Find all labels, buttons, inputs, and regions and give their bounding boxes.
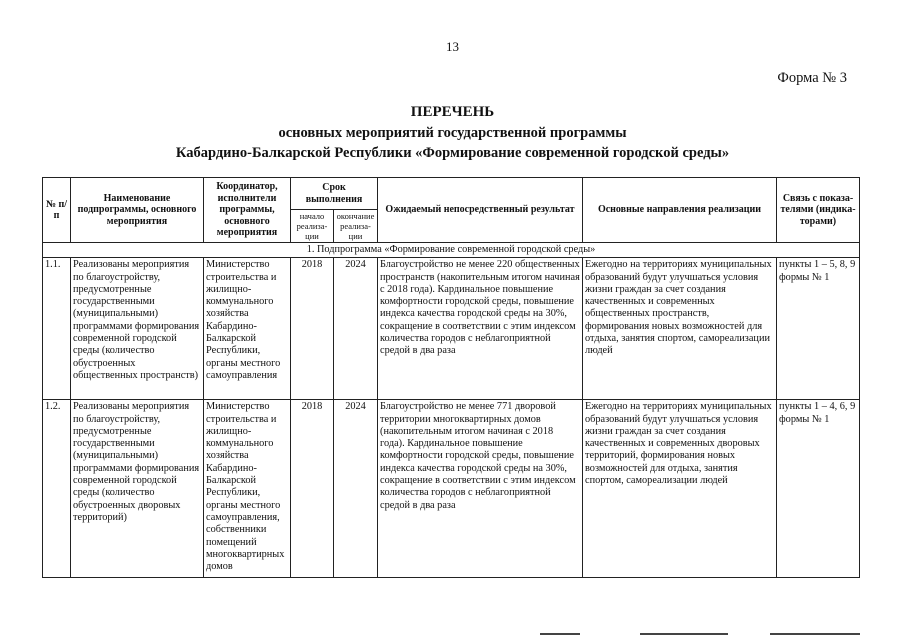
document-subtitle-line-1: основных мероприятий государственной программы [278,125,627,141]
col-header-num: № п/п [43,178,71,243]
row-num: 1.1. [43,258,71,400]
section-row: 1. Подпрограмма «Формирование современной городской среды» [43,243,860,258]
document-subtitle-line-2: Кабардино-Балкарской Республики «Формирование современной городской среды» [175,145,730,161]
scan-mark [640,633,728,635]
form-label: Форма № 3 [777,70,847,86]
table-row [43,400,860,578]
row-result: Благоустройство не менее 771 дворовой территории многоквартирных домов (накопительным итогом начиная с 2018 года). Кардинальное повышение комфортности городской среды, повышение индекса качества городской среды на 30%, сокращение в соответствии с этим индексом количества городов с неблагоприятной средой в два раза [378,400,583,578]
row-start: 2018 [291,400,334,578]
row-result: Благоустройство не менее 220 общественных пространств (накопительным итогом начиная с 2018 года). Кардинальное повышение комфортности городской среды, повышение индекса качества городской среды на 30%, сокращение в соответствии с этим индексом количества городов с неблагоприятной средой в два раза [378,258,583,400]
row-directions: Ежегодно на территориях муниципальных образований будут улучшаться условия жизни граждан за счет создания качественных и современных общественных пространств, формирования новых возможностей для отдыха, занятия спортом, самореализации людей [583,258,777,400]
row-link: пункты 1 – 4, 6, 9 формы № 1 [777,400,860,578]
col-header-term: Срок выполнения [291,178,378,210]
row-name: Реализованы мероприятия по благоустройству, предусмотренные государственными (муниципальными) программами формирования современной городской среды (количество обустроенных общественных пространств) [71,258,204,400]
row-coordinator: Министерство строительства и жилищно-коммунального хозяйства Кабардино-Балкарской Республики, органы местного самоуправления, собственники помещений многоквартирных домов [204,400,291,578]
row-name: Реализованы мероприятия по благоустройству, предусмотренные государственными (муниципальными) программами формирования современной городской среды (количество обустроенных дворовых территорий) [71,400,204,578]
col-header-result: Ожидаемый непосредственный результат [378,178,583,243]
measures-table [42,177,860,578]
scan-mark [770,633,860,635]
col-header-end: окончание реализа-ции [334,210,378,243]
page-number: 13 [446,39,459,54]
row-start: 2018 [291,258,334,400]
col-header-start: начало реализа-ции [291,210,334,243]
row-num: 1.2. [43,400,71,578]
col-header-directions: Основные направления реализации [583,178,777,243]
row-link: пункты 1 – 5, 8, 9 формы № 1 [777,258,860,400]
row-coordinator: Министерство строительства и жилищно-коммунального хозяйства Кабардино-Балкарской Республики, органы местного самоуправления [204,258,291,400]
document-title: ПЕРЕЧЕНЬ [410,104,495,120]
col-header-coordinator: Координатор, исполнители программы, основного мероприятия [204,178,291,243]
col-header-name: Наименование подпрограммы, основного мероприятия [71,178,204,243]
col-header-link: Связь с показа-телями (индика-торами) [777,178,860,243]
row-directions: Ежегодно на территориях муниципальных образований будут улучшаться условия жизни граждан за счет создания качественных и современных дворовых территорий, формирования новых возможностей для отдыха, занятия спортом, самореализации людей [583,400,777,578]
scan-mark [540,633,580,635]
row-end: 2024 [334,400,378,578]
table-row [43,258,860,400]
row-end: 2024 [334,258,378,400]
